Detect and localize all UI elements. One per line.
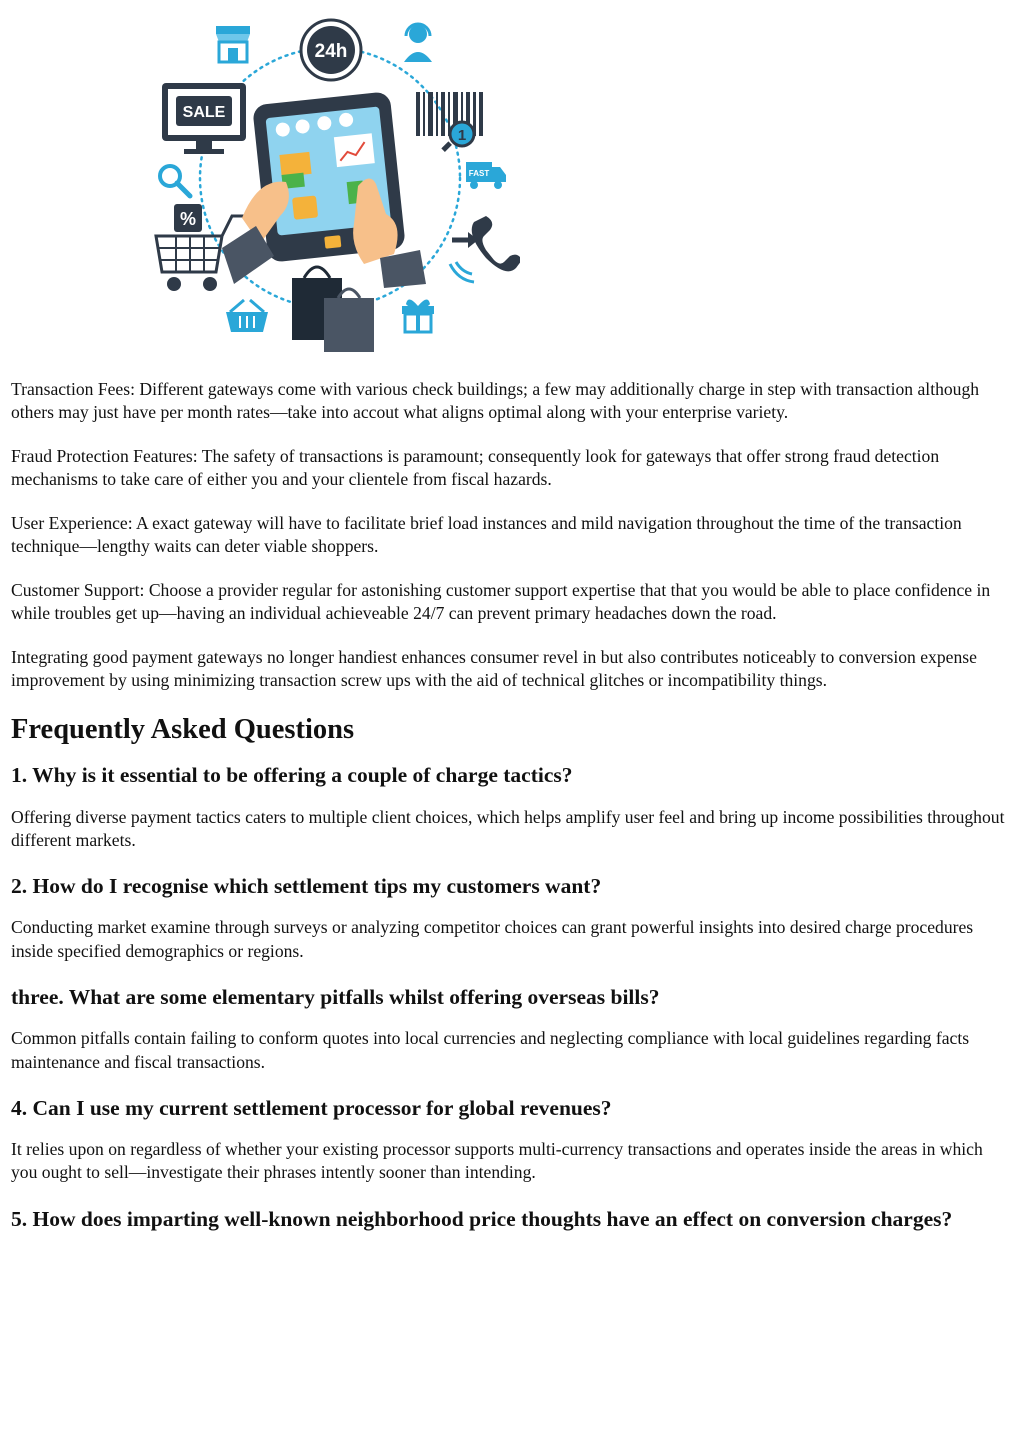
paragraph-transaction-fees: Transaction Fees: Different gateways come with various check buildings; a few may additionally charge in step with transaction although others may just have per month rates—take into accout what aligns optimal along with your enterprise variety.: [11, 379, 980, 423]
percent-label: %: [179, 209, 197, 229]
store-icon: [216, 26, 250, 62]
search-icon: [160, 166, 190, 196]
faq-question: 1. Why is it essential to be offering a couple of charge tactics?: [11, 763, 573, 787]
paragraph-customer-support: Customer Support: Choose a provider regular for astonishing customer support expertise that that you would be able to place confidence in while troubles get up—having an individual achieveable 24/7 can prevent primary headaches down the road.: [11, 580, 991, 624]
faq-question: 5. How does imparting well-known neighborhood price thoughts have an effect on conversion charges?: [11, 1206, 953, 1231]
barcode-icon: [416, 92, 483, 152]
sale-label: SALE: [182, 104, 226, 121]
faq-answer: It relies upon on regardless of whether your existing processor supports multi-currency transactions and operates inside the areas in which you ought to sell—investigate their phrases intently sooner than intending.: [11, 1139, 983, 1183]
delivery-truck-icon: [466, 162, 506, 189]
sale-monitor-icon: [162, 83, 246, 154]
clock-24h-icon: [301, 20, 361, 80]
paragraph-fraud-protection: Fraud Protection Features: The safety of transactions is paramount; consequently look for gateways that offer strong fraud detection mechanisms to take care of either you and your clientele from fiscal hazards.: [11, 446, 940, 490]
ecommerce-illustration: [150, 8, 520, 353]
tablet-icon: [222, 91, 426, 288]
gift-icon: [402, 299, 434, 332]
paragraph-user-experience: User Experience: A exact gateway will have to facilitate brief load instances and mild navigation throughout the time of the transaction technique—lengthy waits can deter viable shoppers.: [11, 513, 962, 557]
faq-question: 2. How do I recognise which settlement tips my customers want?: [11, 873, 602, 898]
article-body: [11, 378, 1011, 1249]
clock-label: 24h: [314, 41, 348, 62]
faq-question: three. What are some elementary pitfalls whilst offering overseas bills?: [11, 984, 660, 1009]
faq-heading: Frequently Asked Questions: [11, 714, 355, 745]
faq-question: 4. Can I use my current settlement processor for global revenues?: [11, 1095, 612, 1120]
faq-answer: Common pitfalls contain failing to conform quotes into local currencies and neglecting compliance with local guidelines regarding facts maintenance and fiscal transactions.: [11, 1028, 970, 1072]
support-agent-icon: [404, 24, 432, 62]
paragraph-integration-summary: Integrating good payment gateways no longer handiest enhances consumer revel in but also contributes noticeably to conversion expense improvement by using minimizing transaction screw ups with the aid of technical glitches or incompatibility things.: [11, 647, 977, 691]
faq-answer: Conducting market examine through surveys or analyzing competitor choices can grant powerful insights into desired charge procedures inside specified demographics or regions.: [11, 917, 974, 961]
queue-number: 1: [457, 127, 467, 144]
fast-label: FAST: [468, 169, 490, 178]
shopping-bags-icon: [292, 267, 374, 352]
faq-answer: Offering diverse payment tactics caters to multiple client choices, which helps amplify user feel and bring up income possibilities throughout different markets.: [11, 806, 1005, 850]
basket-icon: [226, 300, 268, 332]
phone-icon: [450, 216, 520, 282]
